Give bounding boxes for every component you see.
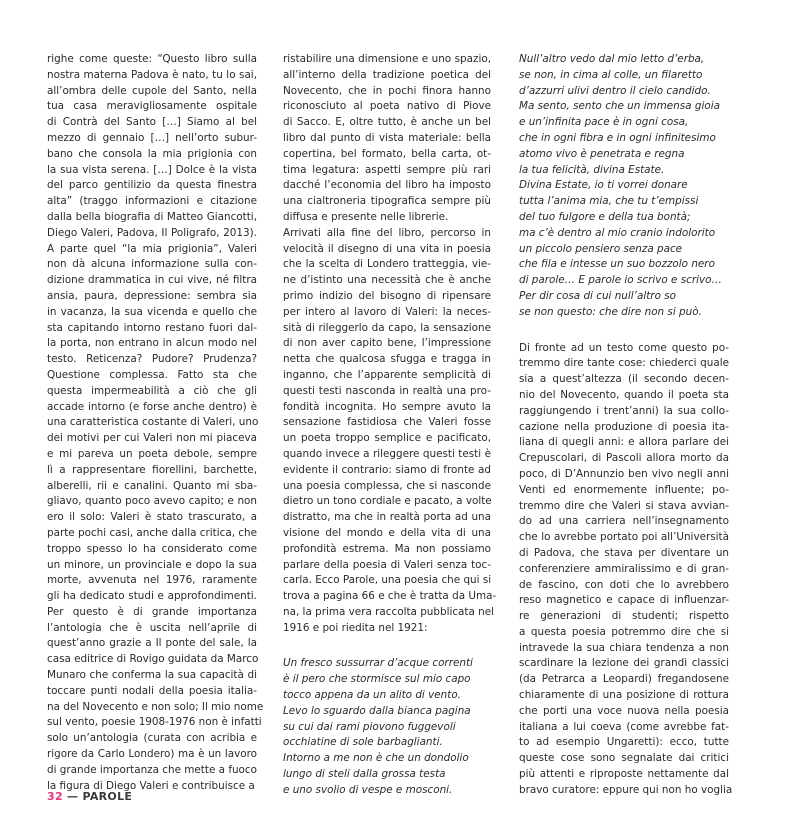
text-line: tremmo dire tante cose: chiederci quale [519, 357, 729, 370]
verse-line: Intorno a me non è che un dondolio [283, 752, 469, 765]
text-line: mezzo di gennaio […] nell’orto subur- [47, 131, 257, 144]
text-line: intravede la sua chiara tendenza a non [519, 641, 729, 654]
text-line: accade intorno (e forse anche dentro) è [47, 400, 257, 413]
text-line: solo un’antologia (curata con acribia e [47, 732, 257, 745]
verse-line: se non questo: che dire non si può. [519, 305, 702, 318]
text-line: di Padova, che stava per diventare un [519, 546, 729, 559]
text-line: una cialtroneria tipografica sempre più [283, 195, 491, 208]
text-line: re generazioni di studenti; rispetto [519, 610, 729, 623]
text-line: lì a rappresentare fiorellini, barchette, [47, 463, 257, 476]
text-line: reso magnetico e capace di influenzar- [519, 594, 729, 607]
block-gap [283, 636, 491, 656]
verse-line: un piccolo pensiero senza pace [519, 242, 683, 255]
poem-stanza [283, 656, 491, 798]
text-line: profondità estrema. Ma non possiamo [283, 542, 491, 555]
text-line: che la scelta di Londero tratteggia, vie- [283, 258, 491, 271]
text-line: sul vento, poesie 1908-1976 non è infatti [47, 716, 262, 729]
text-line: liana di quegli anni: e allora parlare dei [519, 436, 729, 449]
text-line: all’ombra delle cupole del Santo, nella [47, 84, 257, 97]
verse-line: tutta l’anima mia, che tu t’empissi [519, 195, 699, 208]
verse-line: Null’altro vedo dal mio letto d’erba, [519, 53, 705, 65]
text-line: dietro un tono cordiale e pacato, a volte [283, 495, 492, 508]
text-line: na del Novecento e non solo; Il mio nome [47, 700, 264, 713]
text-line: un poeta troppo semplice e pacificato, [283, 432, 491, 445]
text-column-2 [283, 52, 497, 799]
text-line: inganno, che l’apparente semplicità di [283, 368, 491, 381]
text-line: ero il solo: Valeri è stato trascurato, a [47, 511, 257, 524]
verse-line: tocco appena da un alito di vento. [283, 689, 461, 702]
poem-stanza [519, 52, 729, 321]
text-line: ansia, paura, depressione: sembra sia [47, 289, 257, 302]
text-line: bravo curatore: eppure qui non ho voglia [519, 783, 733, 796]
text-column-1 [47, 52, 264, 794]
text-line: di grande importanza che mette a fuoco [47, 763, 257, 776]
text-line: testo. Reticenza? Pudore? Prudenza? [47, 353, 257, 366]
text-line: alta” (traggo informazioni e citazione [47, 195, 257, 208]
text-line: copertina, bel formato, bella carta, ot- [283, 147, 491, 160]
text-line: do ad una carriera nell’insegnamento [519, 515, 729, 528]
text-line: visione del mondo e della vita di una [283, 526, 491, 539]
text-line: parte pochi casi, anche dalla critica, che [47, 526, 257, 539]
verse-line: occhiatine di sole barbaglianti. [283, 736, 443, 749]
text-line: gliavo, quanto poco avevo capito; e non [47, 495, 257, 508]
verse-line: Ma sento, sento che un immensa gioia [519, 100, 720, 113]
verse-line: Per dir cosa di cui null’altro so [519, 289, 676, 302]
text-line: rigore da Carlo Londero) ma è un lavoro [47, 748, 257, 761]
text-line: velocità il disegno di una vita in poesia [283, 242, 491, 255]
section-title: PAROLE [82, 790, 133, 803]
text-line: libro dal punto di vista materiale: bella [283, 131, 491, 144]
text-line: Munaro che conferma la sua capacità di [47, 669, 257, 682]
text-line: queste cose sono segnalate dai critici [519, 752, 729, 765]
text-line: che porti una voce nuova nella poesia [519, 704, 729, 717]
verse-line: Divina Estate, io ti vorrei donare [519, 179, 688, 192]
text-line: tima legatura: aspetti sempre più rari [283, 163, 491, 176]
text-line: non dà alcuna informazione sulla con- [47, 258, 257, 271]
text-line: nio del Novecento, quando il poeta sta [519, 388, 729, 401]
text-line: (da Petrarca a Leopardi) fregandosene [519, 673, 729, 686]
text-line: poco, di D’Annunzio ben vivo negli anni [519, 467, 729, 480]
text-line: in vacanza, la sua vicenda e quello che [47, 305, 257, 318]
text-line: conferenziere ammiralissimo e di gran- [519, 562, 729, 575]
text-line: e mi pareva un poeta debole, sempre [47, 447, 257, 460]
text-line: parlare della poesia di Valeri senza toc- [283, 558, 491, 571]
text-line: la figura di Diego Valeri e contribuisce a [47, 779, 255, 792]
verse-line: Un fresco sussurrar d’acque correnti [283, 657, 473, 670]
verse-line: che in ogni fibra e in ogni infinitesimo [519, 131, 716, 144]
text-line: trova a pagina 66 e che è tratta da Uma- [283, 590, 497, 603]
paragraph [519, 341, 733, 799]
text-line: più attenti e riproposte nettamente dal [519, 768, 729, 781]
text-line: Crepuscolari, di Pascoli allora morto da [519, 452, 729, 465]
text-line: bano che consola la mia prigionia con [47, 147, 257, 160]
text-line: un minore, un provinciale e dopo la sua [47, 558, 257, 571]
text-line: l’antologia che è uscita nell’aprile di [47, 621, 257, 634]
text-line: distratto, ma che in realtà porta ad una [283, 511, 491, 524]
text-line: dalla bella biografia di Matteo Giancotti, [47, 210, 257, 223]
text-line: una caratteristica costante di Valeri, uno [47, 416, 259, 429]
text-line: sensazione fastidiosa che Valeri fosse [283, 416, 491, 429]
verse-line: di parole… E parole io scrivo e scrivo… [519, 274, 722, 287]
text-line: a questa poesia potremmo dire che si [519, 625, 729, 638]
text-line: questa impermeabilità a ciò che gli [47, 384, 257, 397]
text-line: dizione drammatica in cui vive, né filtra [47, 274, 257, 287]
text-line: quest’anno grazie a Il ponte del sale, la [47, 637, 257, 650]
verse-line: del tuo fulgore e della tua bontà; [519, 210, 691, 223]
text-line: 1916 e poi riedita nel 1921: [283, 621, 428, 634]
text-line: tremmo dire che Valeri si stava avvian- [519, 499, 729, 512]
text-line: alberelli, rii e canalini. Quanto mi sba- [47, 479, 257, 492]
paragraph [283, 226, 497, 637]
verse-line: Levo lo sguardo dalla bianca pagina [283, 704, 471, 717]
text-line: Di fronte ad un testo come questo po- [519, 341, 729, 354]
verse-line: la tua felicità, divina Estate. [519, 163, 665, 176]
text-line: righe come queste: “Questo libro sulla [47, 53, 257, 65]
text-line: netta che qualcosa sfugga e tragga in [283, 353, 491, 366]
text-line: A parte quel “la mia prigionia”, Valeri [47, 242, 257, 255]
text-line: Arrivati alla fine del libro, percorso in [283, 226, 491, 239]
paragraph [47, 52, 264, 794]
verse-line: e uno svolio di vespe e mosconi. [283, 783, 453, 796]
text-line: di non aver capito bene, l’impressione [283, 337, 491, 350]
verse-line: è il pero che stormisce sul mio capo [283, 673, 471, 686]
text-line: cazione nella produzione di poesia ita- [519, 420, 729, 433]
text-line: sia a quest’altezza (il secondo decen- [519, 373, 729, 386]
text-line: per intero al lavoro di Valeri: la neces- [283, 305, 491, 318]
text-line: una poesia complessa, che si nasconde [283, 479, 491, 492]
footer-separator: — [62, 790, 83, 803]
text-line: riconosciuto al poeta nativo di Piove [283, 100, 491, 113]
text-line: la porta, non entrano in alcun modo nel [47, 337, 257, 350]
text-line: sta capitando intorno restano fuori dal- [47, 321, 257, 334]
text-line: la sua vista serena. […] Dolce è la vista [47, 163, 257, 176]
text-line: nostra materna Padova è nato, tu lo sai, [47, 68, 257, 81]
text-line: Diego Valeri, Padova, Il Poligrafo, 2013). [47, 226, 257, 239]
verse-line: su cui dai rami piovono fuggevoli [283, 720, 456, 733]
text-line: primo indizio del bisogno di ripensare [283, 289, 491, 302]
text-line: tua casa meravigliosamente ospitale [47, 100, 257, 113]
text-line: Venti ed enormemente influente; po- [519, 483, 729, 496]
text-line: diffusa e presente nelle librerie. [283, 210, 449, 223]
verse-line: e un’infinita pace è in ogni cosa, [519, 116, 689, 129]
text-line: all’interno della tradizione poetica del [283, 68, 491, 81]
text-line: Novecento, che in pochi finora hanno [283, 84, 491, 97]
text-line: toccare punti nodali della poesia italia- [47, 684, 257, 697]
text-line: troppo spesso lo ha considerato come [47, 542, 257, 555]
text-line: dei motivi per cui Valeri non mi piaceva [47, 432, 257, 445]
text-line: raggiungendo i trent’anni) la sua collo- [519, 404, 729, 417]
page-footer [47, 790, 132, 803]
text-line: del parco gentilizio da questa finestra [47, 179, 257, 192]
text-line: scardinare la lezione dei grandi classici [519, 657, 729, 670]
text-line: de fascino, con doti che lo avrebbero [519, 578, 729, 591]
text-line: quando invece a rileggere questi testi è [283, 447, 491, 460]
verse-line: d’azzurri ulivi dentro il cielo candido. [519, 84, 711, 97]
text-column-3 [519, 52, 733, 799]
paragraph [283, 52, 491, 226]
text-line: di Sacco. E, oltre tutto, è anche un bel [283, 116, 491, 129]
verse-line: lungo di steli dalla grossa testa [283, 768, 446, 781]
text-line: questi testi nasconda in realtà una pro- [283, 384, 491, 397]
text-line: morte, avvenuta nel 1976, raramente [47, 574, 257, 587]
text-line: Per questo è di grande importanza [47, 605, 257, 618]
text-line: Questione complessa. Fatto sta che [47, 368, 257, 381]
text-line: evidente il contrario: siamo di fronte ad [283, 463, 491, 476]
text-line: carla. Ecco Parole, una poesia che qui si [283, 574, 492, 587]
verse-line: atomo vivo è penetrata e regna [519, 147, 685, 160]
block-gap [519, 321, 729, 341]
page-number: 32 [47, 790, 63, 803]
text-line: ne d’istinto una necessità che è anche [283, 274, 491, 287]
text-line: di Contrà del Santo […] Siamo al bel [47, 116, 257, 129]
text-line: fondità incognita. Ho sempre avuto la [283, 400, 491, 413]
verse-line: se non, in cima al colle, un filaretto [519, 68, 703, 81]
text-line: italiana a lui coeva (come avrebbe fat- [519, 720, 729, 733]
text-line: dacché l’economia del libro ha imposto [283, 179, 491, 192]
text-line: che lo avrebbe portato poi all’Università [519, 531, 729, 544]
verse-line: che fila e intesse un suo bozzolo nero [519, 258, 715, 271]
verse-line: ma c’è dentro al mio cranio indolorito [519, 226, 716, 239]
text-line: sità di rileggerlo da capo, la sensazione [283, 321, 491, 334]
text-line: ristabilire una dimensione e uno spazio, [283, 53, 491, 65]
text-line: casa editrice di Rovigo guidata da Marco [47, 653, 259, 666]
text-line: gli ha dedicato studi e approfondimenti. [47, 590, 257, 603]
text-line: to ad esempio Ungaretti): ecco, tutte [519, 736, 729, 749]
text-line: na, la prima vera raccolta pubblicata nel [283, 605, 495, 618]
text-line: chiaramente di una posizione di rottura [519, 689, 729, 702]
